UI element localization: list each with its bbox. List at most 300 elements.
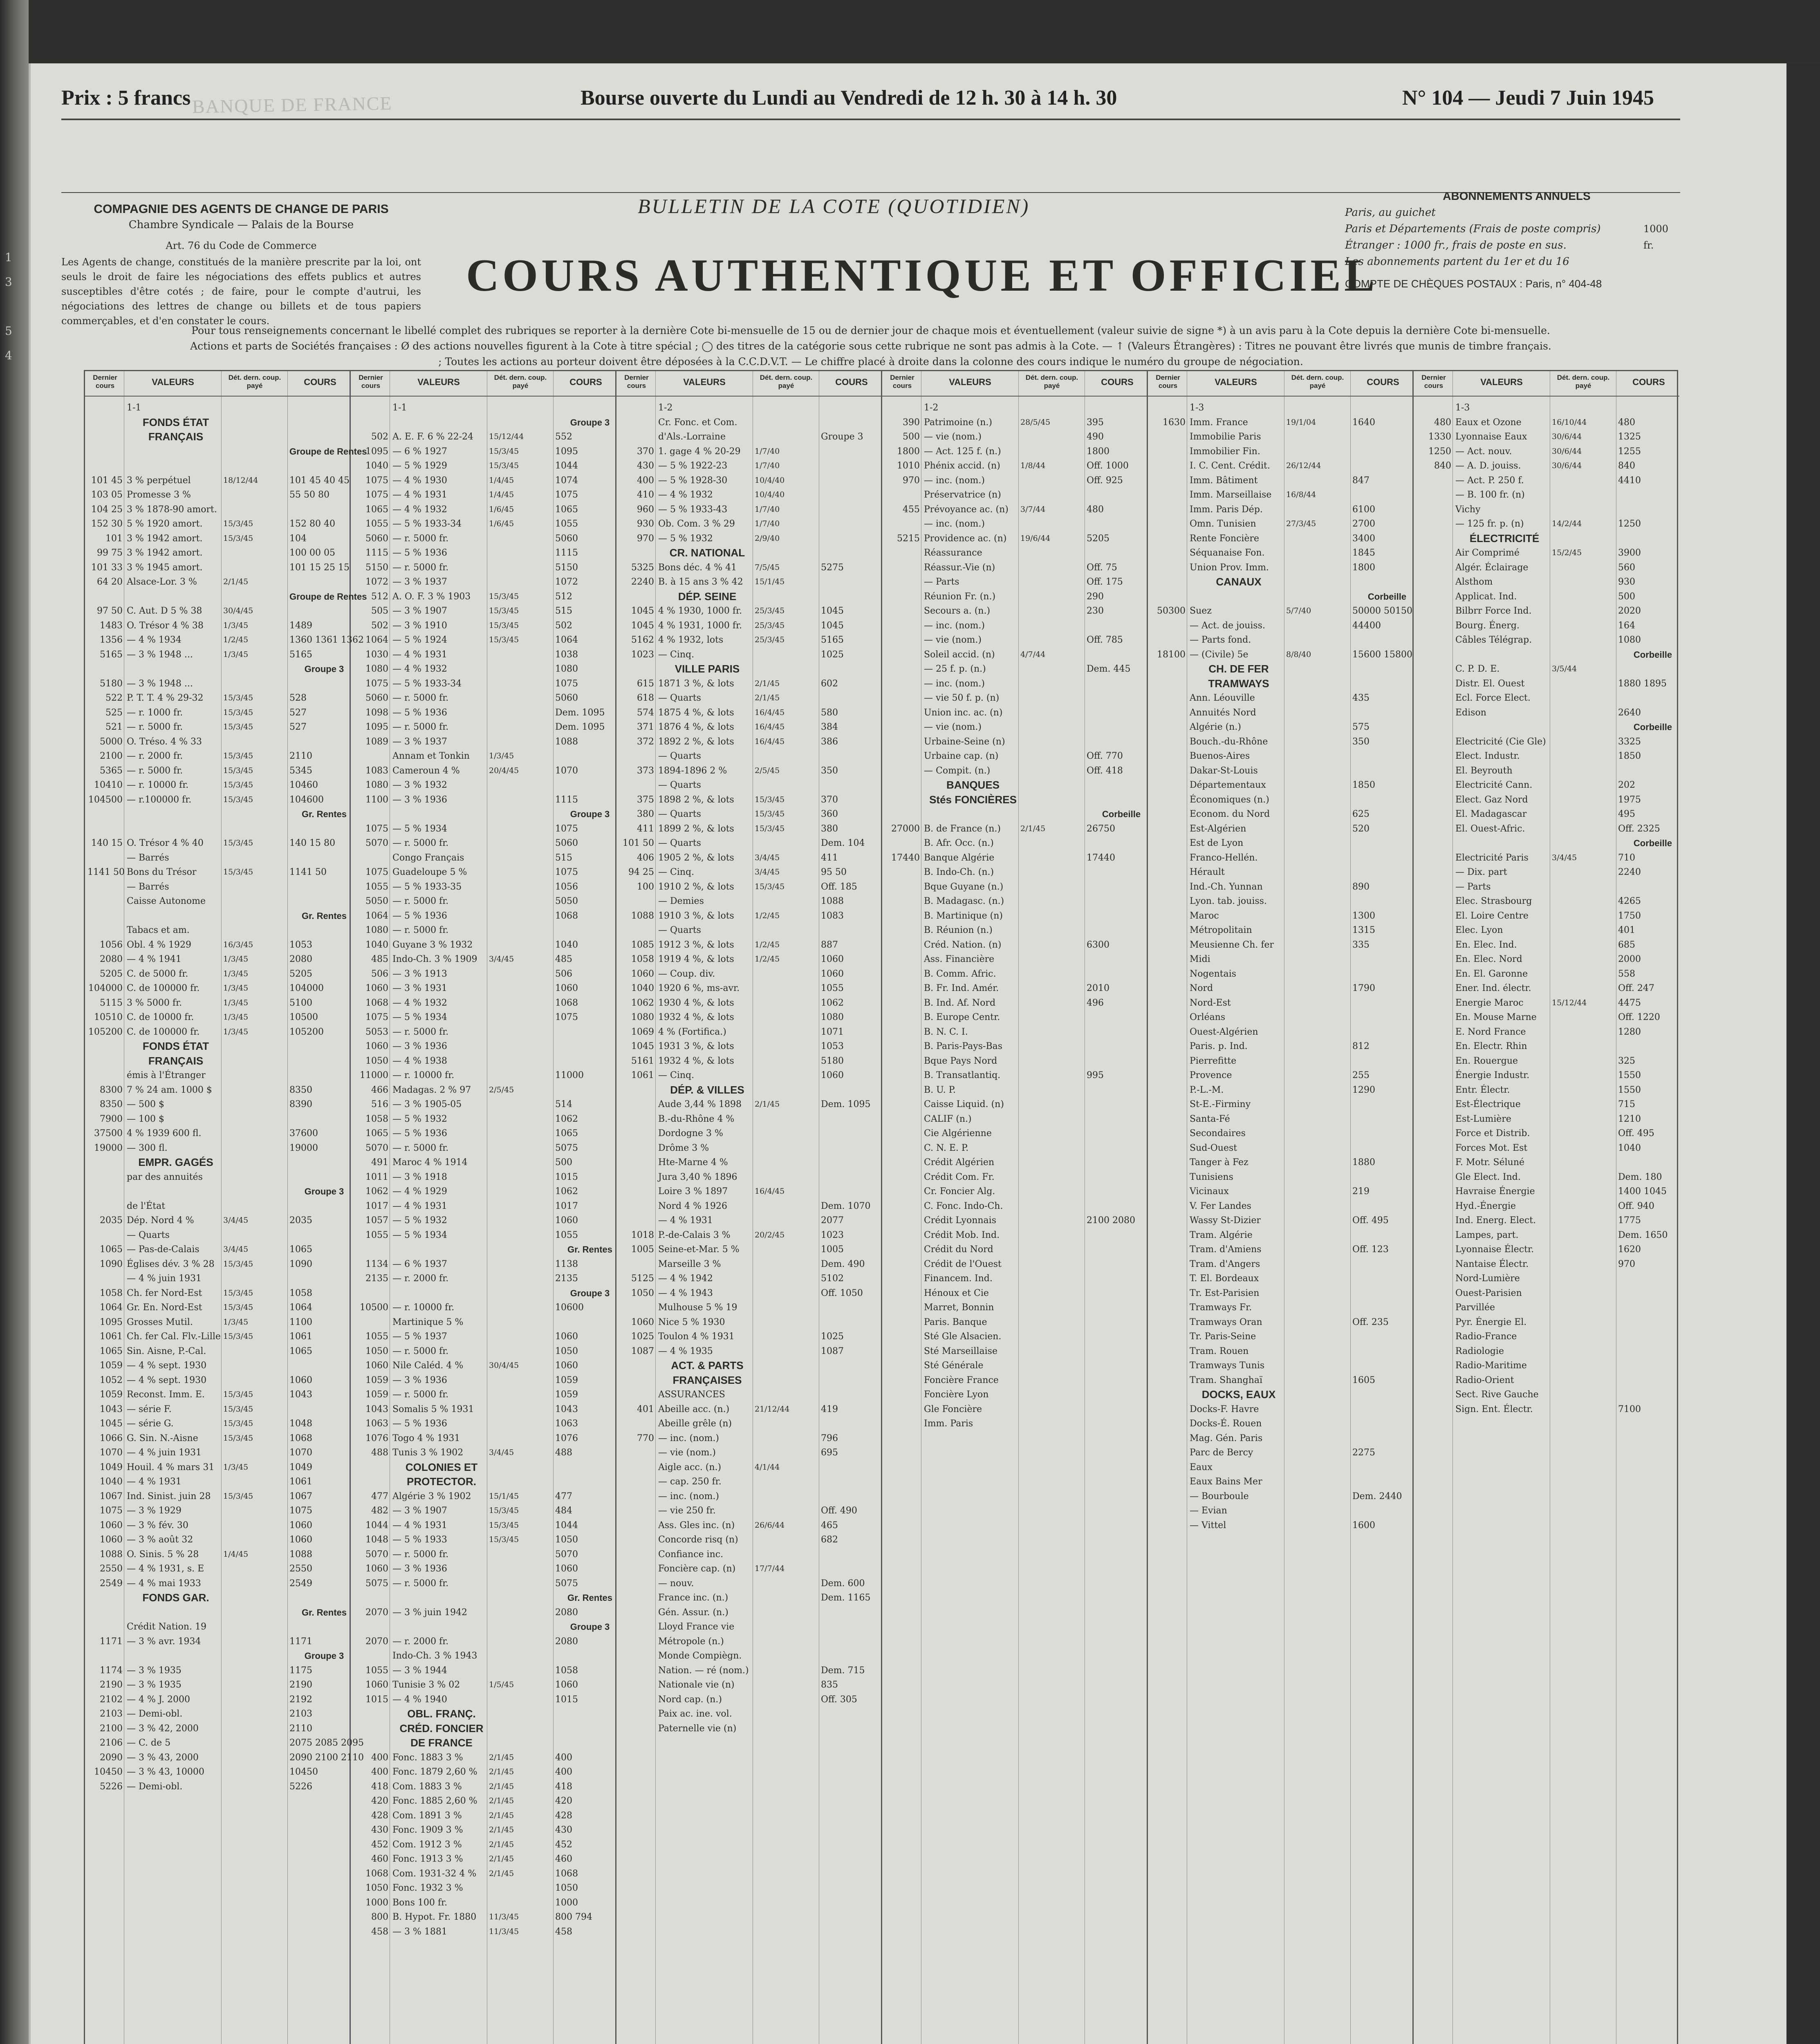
abonnements-block <box>1345 188 1669 292</box>
coupon-date: 16/4/45 <box>755 1187 785 1196</box>
coupon-date: 15/3/45 <box>223 519 253 528</box>
table-row <box>1414 415 1679 430</box>
last-price: 502 <box>371 620 388 631</box>
table-row <box>85 749 350 764</box>
security-name: d'Als.-Lorraine <box>658 432 726 442</box>
quote: 2110 <box>289 751 312 761</box>
last-price: 1075 <box>365 867 388 877</box>
table-row <box>85 1518 350 1533</box>
table-row <box>1148 1199 1412 1214</box>
quote: 2000 <box>1618 954 1641 964</box>
quote: 5205 <box>289 968 312 979</box>
security-name: En. Rouergue <box>1455 1056 1518 1066</box>
quote: 104000 <box>289 983 324 993</box>
coupon-date: 1/2/45 <box>755 955 780 964</box>
table-row <box>1148 1504 1412 1518</box>
last-price: 101 33 <box>91 562 123 573</box>
table-row <box>882 589 1147 604</box>
table-row <box>616 1576 881 1591</box>
security-name: Foncière Lyon <box>924 1390 989 1400</box>
coupon-date: 1/2/45 <box>223 635 249 644</box>
last-price: 5215 <box>897 533 920 544</box>
security-name: — 6 % 1937 <box>392 1259 447 1269</box>
quote: 1060 <box>289 1375 312 1385</box>
table-row <box>1414 1025 1679 1040</box>
table-row <box>616 1025 881 1040</box>
security-name: — 5 % 1933-43 <box>658 504 728 515</box>
last-price: 452 <box>371 1839 388 1850</box>
quote: 15600 15800 <box>1352 649 1412 660</box>
security-name: — Barrés <box>127 852 169 863</box>
last-price: 94 25 <box>628 867 654 877</box>
security-name: — 5 % 1922-23 <box>658 461 728 471</box>
table-row <box>616 1242 881 1257</box>
column-header <box>1414 371 1679 397</box>
table-row <box>85 1054 350 1069</box>
security-name: Nation. — ré (nom.) <box>658 1665 749 1676</box>
table-row <box>85 1300 350 1315</box>
quote: Off. 925 <box>1087 475 1123 486</box>
table-row <box>616 1547 881 1562</box>
column-body <box>1414 401 1679 1416</box>
security-name: — 4 % 1931 <box>392 649 447 660</box>
table-row <box>85 1155 350 1170</box>
security-name: Bque Pays Nord <box>924 1056 997 1066</box>
quote: 840 <box>1618 461 1635 471</box>
quote: 1060 <box>555 1564 578 1574</box>
security-name: Banque Algérie <box>924 852 995 863</box>
compagnie-block <box>61 202 421 328</box>
table-row <box>351 1039 615 1054</box>
coupon-date: 1/3/45 <box>223 1027 249 1036</box>
security-name: Est-Électrique <box>1455 1099 1521 1109</box>
last-price: 1087 <box>631 1346 654 1356</box>
table-row <box>616 575 881 589</box>
quote: 1017 <box>555 1201 578 1211</box>
table-row <box>1148 793 1412 807</box>
header-cours: COURS <box>1101 377 1134 387</box>
table-row <box>882 1373 1147 1388</box>
security-name: — Cinq. <box>658 867 695 877</box>
quote: Off. 235 <box>1352 1317 1389 1327</box>
security-name: Paris. Banque <box>924 1317 987 1327</box>
last-price: 1060 <box>365 1041 388 1051</box>
security-name: Aigle acc. (n.) <box>658 1462 722 1472</box>
quote: 2080 <box>555 1636 578 1647</box>
table-row <box>85 952 350 967</box>
table-row <box>616 1446 881 1460</box>
table-row <box>1148 880 1412 894</box>
quote: 1605 <box>1352 1375 1375 1385</box>
security-name: 1892 2 %, & lots <box>658 736 734 747</box>
last-price: 1048 <box>365 1535 388 1545</box>
coupon-date: 30/6/44 <box>1552 461 1582 470</box>
quote: 685 <box>1618 939 1635 950</box>
table-row <box>616 836 881 851</box>
security-name: — Act. nouv. <box>1455 446 1512 457</box>
table-row <box>1148 473 1412 488</box>
last-price: 840 <box>1434 461 1451 471</box>
table-row <box>616 1300 881 1315</box>
table-row <box>616 981 881 996</box>
last-price: 5060 <box>365 533 388 544</box>
table-row <box>85 778 350 793</box>
security-name: — Evian <box>1190 1506 1227 1516</box>
coupon-date: 7/5/45 <box>755 563 780 572</box>
table-row <box>882 865 1147 880</box>
table-row <box>85 1504 350 1518</box>
coupon-date: 15/1/45 <box>755 577 785 586</box>
table-row <box>85 1446 350 1460</box>
table-row <box>1414 1010 1679 1025</box>
table-row <box>616 415 881 430</box>
quote: 1044 <box>555 461 578 471</box>
table-row <box>85 619 350 633</box>
security-name: F. Motr. Séluné <box>1455 1157 1525 1168</box>
table-row <box>85 1184 350 1199</box>
last-price: 105200 <box>88 1026 123 1037</box>
table-row <box>616 502 881 517</box>
security-name: — 3 % 1948 ... <box>127 649 193 660</box>
table-row <box>616 401 881 415</box>
security-name: — 3 % 1907 <box>392 606 447 616</box>
security-name: O. Sinis. 5 % 28 <box>127 1549 199 1560</box>
quote: 1067 <box>289 1491 312 1502</box>
security-name: Maroc 4 % 1914 <box>392 1157 468 1168</box>
table-row <box>1414 1315 1679 1330</box>
last-price: 5070 <box>365 838 388 848</box>
coupon-date: 15/3/45 <box>755 882 785 891</box>
security-name: V. Fer Landes <box>1190 1201 1251 1211</box>
table-row <box>85 1750 364 1765</box>
security-name: Bque Guyane (n.) <box>924 881 1004 892</box>
table-row <box>1414 1257 1679 1272</box>
table-row <box>1414 1083 1679 1098</box>
security-name: Jura 3,40 % 1896 <box>658 1172 737 1182</box>
coupon-date: 30/6/44 <box>1552 446 1582 456</box>
table-row <box>616 1010 881 1025</box>
table-row <box>1414 1141 1679 1156</box>
quote: 350 <box>1352 736 1369 747</box>
table-row <box>1414 1344 1679 1359</box>
coupon-date: 10/4/40 <box>755 490 785 499</box>
security-name: — 4 % 1942 <box>658 1273 713 1284</box>
quote: 496 <box>1087 997 1104 1008</box>
group-label: Corbeille <box>1633 722 1672 732</box>
security-name: En. Elec. Nord <box>1455 954 1522 964</box>
security-name: 1. gage 4 % 20-29 <box>658 446 741 457</box>
table-row <box>616 633 881 648</box>
table-row <box>1414 1286 1679 1301</box>
compagnie-text: Les Agents de change, constitués de la manière prescrite par la loi, ont seuls le droit de faire les négociations des effets publics et autres susceptibles d'être cotés ; de faire, pour le compte d'autrui, les négociations des lettres de change ou billets et de tous papiers commerçables, et d'en constater le cours. <box>61 256 421 327</box>
table-row <box>616 1155 881 1170</box>
table-row <box>1148 1083 1412 1098</box>
last-price: 970 <box>637 533 654 544</box>
table-row <box>351 691 615 706</box>
table-row <box>616 1707 881 1721</box>
header-cours: COURS <box>569 377 602 387</box>
table-row <box>882 706 1147 720</box>
table-row <box>616 894 881 909</box>
security-name: En. Mouse Marne <box>1455 1012 1537 1022</box>
security-name: Cie Algérienne <box>924 1128 992 1139</box>
last-price: 488 <box>371 1448 388 1458</box>
quote: 1620 <box>1618 1244 1641 1255</box>
security-name: Gle Foncière <box>924 1404 982 1414</box>
table-row <box>85 517 350 531</box>
security-name: 1932 4 %, & lots <box>658 1012 734 1022</box>
table-row <box>351 1358 615 1373</box>
quote: 5102 <box>821 1273 844 1284</box>
security-name: Sud-Ouest <box>1190 1143 1237 1153</box>
security-name: Ob. Com. 3 % 29 <box>658 519 735 529</box>
section-heading: DOCKS, EAUX <box>1201 1388 1276 1401</box>
table-row <box>1148 575 1412 589</box>
security-name: — 5 % 1929 <box>392 461 447 471</box>
last-price: 1005 <box>631 1244 654 1255</box>
quote: 1171 <box>289 1636 312 1647</box>
quote: 1080 <box>555 664 578 674</box>
quote: 44400 <box>1352 620 1381 631</box>
quote: 887 <box>821 939 838 950</box>
table-row <box>616 1228 881 1243</box>
last-price: 1040 <box>365 939 388 950</box>
table-row <box>616 1663 881 1678</box>
security-name: Algérie 3 % 1902 <box>392 1491 471 1502</box>
last-price: 420 <box>371 1796 388 1806</box>
last-price: 371 <box>637 722 654 732</box>
table-row <box>85 546 350 560</box>
security-name: Tram. d'Amiens <box>1190 1244 1262 1255</box>
quote: 1790 <box>1352 983 1375 993</box>
last-price: 7900 <box>100 1114 123 1124</box>
table-row <box>85 938 350 953</box>
header-dernier: Dernier cours <box>1156 374 1180 390</box>
coupon-date: 16/8/44 <box>1286 490 1316 499</box>
group-label: Groupe 3 <box>570 417 610 428</box>
table-row <box>1414 459 1679 473</box>
coupon-date: 15/3/45 <box>223 533 253 543</box>
security-name: Dakar-St-Louis <box>1190 765 1258 776</box>
last-price: 574 <box>637 707 654 718</box>
security-name: — série F. <box>127 1404 172 1414</box>
table-row <box>882 575 1147 589</box>
quote: 2700 <box>1352 519 1375 529</box>
table-row <box>882 764 1147 778</box>
coupon-date: 1/7/40 <box>755 446 780 456</box>
table-row <box>616 938 881 953</box>
quote: 1255 <box>1618 446 1641 457</box>
last-price: 1062 <box>365 1186 388 1197</box>
table-row <box>616 1620 881 1634</box>
table-row <box>351 1083 615 1098</box>
table-row <box>1414 444 1679 459</box>
security-name: Dordogne 3 % <box>658 1128 723 1139</box>
security-name: Imm. Paris Dép. <box>1190 504 1263 515</box>
table-row <box>85 836 350 851</box>
table-row <box>1148 691 1412 706</box>
table-row <box>85 1707 350 1721</box>
security-name: ASSURANCES <box>658 1390 725 1400</box>
coupon-date: 1/2/45 <box>755 911 780 920</box>
security-name: Grosses Mutil. <box>127 1317 193 1327</box>
coupon-date: 3/4/45 <box>223 1245 249 1254</box>
security-name: Fonc. 1879 2,60 % <box>392 1767 477 1777</box>
security-name: — 5 % 1936 <box>392 548 447 558</box>
quote: 3400 <box>1352 533 1375 544</box>
coupon-date: 15/3/45 <box>755 824 785 833</box>
security-name: Églises dév. 3 % 28 <box>127 1259 215 1269</box>
table-row <box>1414 1097 1679 1112</box>
table-row <box>85 894 350 909</box>
group-label: Groupe de Rentes <box>289 591 367 602</box>
quote: 3900 <box>1618 548 1641 558</box>
table-row <box>351 1300 615 1315</box>
coupon-date: 1/2/45 <box>755 940 780 949</box>
security-name: Parc de Bercy <box>1190 1448 1253 1458</box>
security-name: Mulhouse 5 % 19 <box>658 1302 737 1313</box>
security-name: — inc. (nom.) <box>924 620 985 631</box>
table-row <box>616 764 881 778</box>
library-stamp: BANQUE DE FRANCE <box>192 92 392 117</box>
quote: 5345 <box>289 765 312 776</box>
quote: 400 <box>555 1752 572 1763</box>
table-row <box>1148 502 1412 517</box>
security-name: Tramways Oran <box>1190 1317 1262 1327</box>
coupon-date: 15/3/45 <box>223 693 253 702</box>
quote: 1025 <box>821 649 844 660</box>
security-name: — 4 % 1932 <box>658 490 713 500</box>
price-label: Prix : 5 francs <box>61 86 191 110</box>
column-body <box>882 401 1147 1431</box>
security-name: Foncière cap. (n) <box>658 1564 736 1574</box>
table-row <box>351 1286 615 1301</box>
coupon-date: 1/4/45 <box>223 1549 249 1559</box>
table-row <box>351 1634 615 1649</box>
section-heading: CANAUX <box>1216 576 1262 588</box>
security-name: 1912 3 %, & lots <box>658 939 734 950</box>
header-dernier: Dernier cours <box>1421 374 1446 390</box>
quote: Off. 495 <box>1618 1128 1654 1139</box>
table-row <box>616 1431 881 1446</box>
security-name: — 3 % 1935 <box>127 1680 182 1690</box>
quote: 2090 2100 2110 <box>289 1752 364 1763</box>
quote: 395 <box>1087 417 1104 428</box>
quote: 8350 <box>289 1085 312 1095</box>
quote: 1060 <box>821 1070 844 1080</box>
column-body <box>85 401 367 1794</box>
security-name: 4 % 1939 600 fl. <box>127 1128 202 1139</box>
coupon-date: 2/1/45 <box>755 1100 780 1109</box>
security-name: Alsthom <box>1455 577 1493 587</box>
table-row <box>882 1402 1147 1417</box>
quote: 1056 <box>555 881 578 892</box>
quote: Off. 185 <box>821 881 857 892</box>
last-price: 1250 <box>1428 446 1451 457</box>
last-price: 2103 <box>100 1709 123 1719</box>
quote: 2190 <box>289 1680 312 1690</box>
last-price: 1059 <box>365 1390 388 1400</box>
quote: 1025 <box>821 1331 844 1342</box>
quote: 560 <box>1618 562 1635 573</box>
security-name: — 4 % 1930 <box>392 475 447 486</box>
quote: 580 <box>821 707 838 718</box>
security-name: — Quarts <box>658 751 701 761</box>
quote: 1360 1361 1362 <box>289 635 364 645</box>
table-row <box>351 589 615 604</box>
last-price: 1171 <box>100 1636 123 1647</box>
table-row <box>351 1010 615 1025</box>
security-name: 1930 4 %, & lots <box>658 997 734 1008</box>
table-row <box>1414 1300 1679 1315</box>
table-row <box>1414 531 1679 546</box>
table-row <box>616 488 881 502</box>
header-cours: COURS <box>835 377 868 387</box>
column-header <box>85 371 350 397</box>
security-name: Edison <box>1455 707 1486 718</box>
table-row <box>1414 604 1679 619</box>
last-price: 1056 <box>100 939 123 950</box>
last-price: 1049 <box>100 1462 123 1472</box>
security-name: Com. 1891 3 % <box>392 1810 462 1821</box>
table-row <box>351 444 615 459</box>
table-row <box>1148 1170 1412 1185</box>
table-row <box>1414 909 1679 923</box>
table-row <box>1414 1373 1679 1388</box>
security-name: Elec. Strasbourg <box>1455 896 1532 906</box>
security-name: Vicinaux <box>1190 1186 1229 1197</box>
coupon-date: 1/5/45 <box>489 1680 514 1689</box>
coupon-date: 15/12/44 <box>1552 998 1587 1007</box>
last-price: 5325 <box>631 562 654 573</box>
table-row <box>882 880 1147 894</box>
quote: 5070 <box>555 1549 578 1560</box>
section-heading: DÉP. SEINE <box>678 590 737 603</box>
header-coupon: Dét. dern. coup. payé <box>494 374 547 390</box>
security-name: — inc. (nom.) <box>924 519 985 529</box>
quote: 1062 <box>821 997 844 1008</box>
last-price: 1063 <box>365 1419 388 1429</box>
table-row <box>882 1286 1147 1301</box>
quote: 1065 <box>555 1128 578 1139</box>
quote: 4265 <box>1618 896 1641 906</box>
table-row <box>1148 1460 1412 1475</box>
security-name: Ecl. Force Elect. <box>1455 693 1531 703</box>
header-coupon: Dét. dern. coup. payé <box>1025 374 1078 390</box>
coupon-date: 4/7/44 <box>1020 650 1046 659</box>
last-price: 1088 <box>631 910 654 921</box>
table-row <box>351 1271 615 1286</box>
header-coupon: Dét. dern. coup. payé <box>228 374 281 390</box>
security-name: Lyonnaise Électr. <box>1455 1244 1534 1255</box>
table-row <box>351 1344 615 1359</box>
coupon-date: 2/1/45 <box>489 1840 514 1849</box>
table-row <box>1148 1475 1412 1489</box>
quote: 1053 <box>289 939 312 950</box>
security-name: Santa-Fé <box>1190 1114 1230 1124</box>
security-name: — r. 5000 fr. <box>392 1346 449 1356</box>
security-name: Crédit Nation. 19 <box>127 1622 206 1632</box>
security-name: Secours a. (n.) <box>924 606 991 616</box>
table-row <box>1148 1446 1412 1460</box>
table-row <box>882 1300 1147 1315</box>
last-price: 390 <box>903 417 920 428</box>
last-price: 8300 <box>100 1085 123 1095</box>
security-name: Crédit Algérien <box>924 1157 995 1168</box>
table-row <box>351 648 615 662</box>
quote: 104 <box>289 533 307 544</box>
table-row <box>1148 488 1412 502</box>
